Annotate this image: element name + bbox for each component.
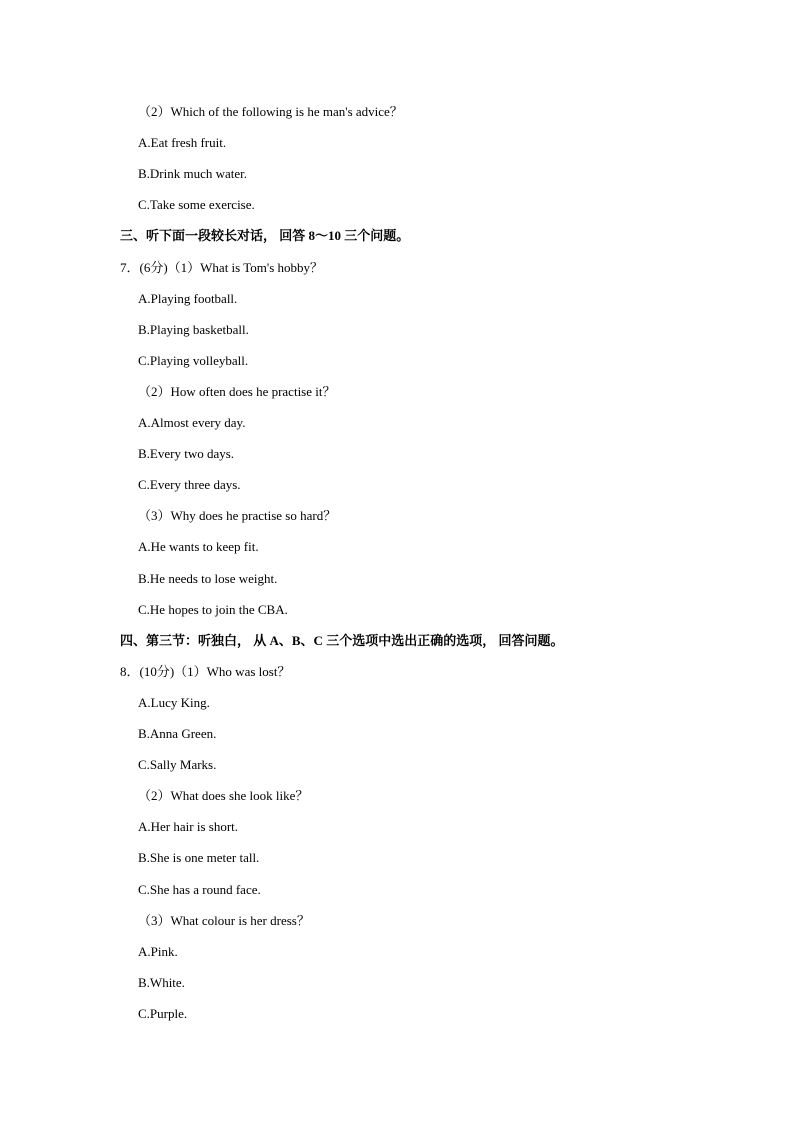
text-line: B.Drink much water. — [138, 166, 248, 181]
text-line: B.Playing basketball. — [138, 322, 249, 337]
text-line: A.Pink. — [138, 944, 178, 959]
text-line: C.Every three days. — [138, 477, 241, 492]
text-line: B.White. — [138, 975, 185, 990]
text-line: C.He hopes to join the CBA. — [138, 602, 288, 617]
text-line: C.Purple. — [138, 1006, 188, 1021]
section-heading: 三、听下面一段较长对话， 回答 8～10 三个问题。 — [120, 228, 410, 243]
text-line: A.Her hair is short. — [138, 819, 239, 834]
text-line: A.He wants to keep fit. — [138, 539, 259, 554]
text-line: C.Playing volleyball. — [138, 353, 249, 368]
text-line: 7．(6分)（1）What is Tom's hobby？ — [120, 260, 324, 275]
text-line: B.Every two days. — [138, 446, 235, 461]
text-line: B.He needs to lose weight. — [138, 571, 278, 586]
text-line: A.Eat fresh fruit. — [138, 135, 227, 150]
text-line: A.Lucy King. — [138, 695, 210, 710]
text-line: （3）Why does he practise so hard？ — [138, 508, 337, 523]
section-heading: 四、第三节：听独白， 从 A、B、C 三个选项中选出正确的选项， 回答问题。 — [120, 633, 564, 648]
text-line: C.Take some exercise. — [138, 197, 255, 212]
text-line: 8．(10分)（1）Who was lost？ — [120, 664, 291, 679]
text-line: （2）Which of the following is he man's advice？ — [138, 104, 403, 119]
text-line: C.Sally Marks. — [138, 757, 217, 772]
text-line: B.Anna Green. — [138, 726, 217, 741]
text-line: （2）What does she look like？ — [138, 788, 309, 803]
text-line: （3）What colour is her dress？ — [138, 913, 310, 928]
text-line: C.She has a round face. — [138, 882, 261, 897]
text-line: （2）How often does he practise it？ — [138, 384, 336, 399]
text-line: A.Playing football. — [138, 291, 238, 306]
text-line: B.She is one meter tall. — [138, 850, 260, 865]
text-line: A.Almost every day. — [138, 415, 246, 430]
